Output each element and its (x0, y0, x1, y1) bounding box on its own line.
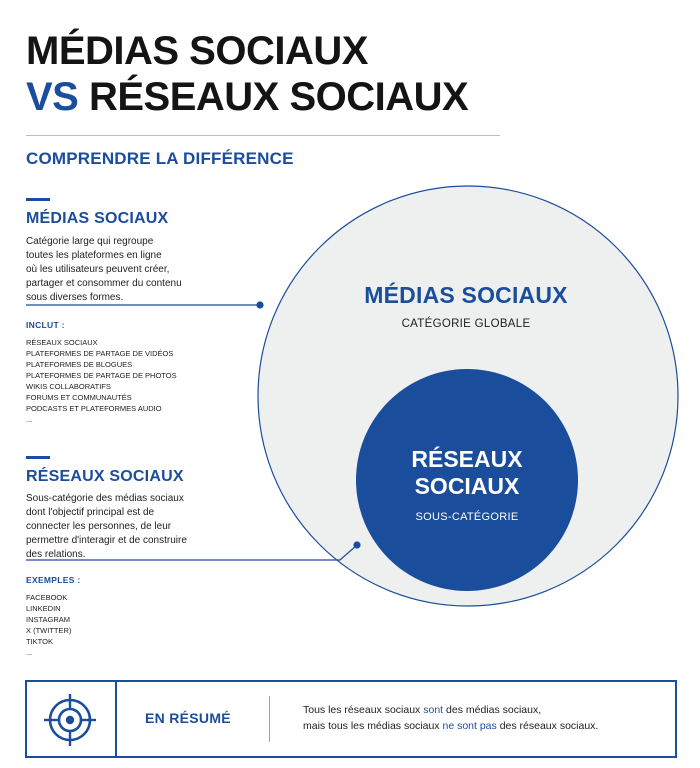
summary-text-part: des réseaux sociaux. (496, 720, 599, 732)
list-item: PLATEFORMES DE BLOGUES (26, 360, 133, 369)
media-desc-line: où les utilisateurs peuvent créer, (26, 264, 170, 275)
media-desc-line: Catégorie large qui regroupe (26, 236, 154, 247)
media-desc-line: partager et consommer du contenu (26, 278, 182, 289)
list-item: X (TWITTER) (26, 626, 72, 635)
network-desc-line: permettre d'interagir et de construire (26, 535, 187, 546)
summary-box (25, 680, 677, 758)
list-item: INSTAGRAM (26, 615, 71, 624)
inner-circle-title (360, 446, 574, 500)
list-item: ... (26, 415, 33, 424)
outer-circle-title: MÉDIAS SOCIAUX (364, 282, 568, 308)
media-heading: MÉDIAS SOCIAUX (26, 210, 169, 227)
title-line-2-rest: RÉSEAUX SOCIAUX (88, 75, 469, 119)
summary-divider (269, 696, 270, 742)
media-list-heading: INCLUT : (26, 320, 65, 330)
network-heading: RÉSEAUX SOCIAUX (26, 468, 184, 485)
network-desc-line: des relations. (26, 549, 86, 560)
media-description (26, 235, 182, 305)
outer-circle-subtitle: CATÉGORIE GLOBALE (401, 318, 531, 330)
network-list (26, 592, 71, 658)
list-item: FACEBOOK (26, 593, 68, 602)
connector-dot-network (353, 541, 360, 548)
network-desc-line: Sous-catégorie des médias sociaux (26, 493, 184, 504)
title-vs: VS (26, 75, 79, 119)
summary-text-part: Tous les réseaux sociaux (303, 704, 424, 716)
summary-icon-cell (27, 682, 117, 756)
connector-dot-media (256, 301, 263, 308)
list-item: PODCASTS ET PLATEFORMES AUDIO (26, 404, 162, 413)
network-description (26, 492, 187, 562)
media-desc-line: sous diverses formes. (26, 292, 124, 303)
network-accent-bar (26, 456, 50, 459)
inner-title-line-1: RÉSEAUX (411, 446, 523, 472)
title-line-1: MÉDIAS SOCIAUX (26, 29, 368, 73)
inner-title-line-2: SOCIAUX (414, 473, 520, 499)
summary-highlight: sont (423, 704, 444, 716)
summary-line-1 (303, 702, 598, 718)
summary-label: EN RÉSUMÉ (145, 710, 231, 726)
media-list (26, 337, 177, 425)
list-item: RÉSEAUX SOCIAUX (26, 338, 98, 347)
target-icon (44, 694, 96, 746)
list-item: PLATEFORMES DE PARTAGE DE PHOTOS (26, 371, 177, 380)
summary-line-2 (303, 718, 598, 734)
list-item: TIKTOK (26, 637, 53, 646)
summary-text-part: des médias sociaux, (443, 704, 542, 716)
summary-text (303, 702, 598, 734)
network-list-heading: EXEMPLES : (26, 575, 81, 585)
list-item: FORUMS ET COMMUNAUTÉS (26, 393, 132, 402)
summary-text-part: mais tous les médias sociaux (303, 720, 443, 732)
list-item: PLATEFORMES DE PARTAGE DE VIDÉOS (26, 349, 174, 358)
list-item: LINKEDIN (26, 604, 61, 613)
page-subtitle: COMPRENDRE LA DIFFÉRENCE (26, 149, 294, 168)
list-item: WIKIS COLLABORATIFS (26, 382, 111, 391)
media-desc-line: toutes les plateformes en ligne (26, 250, 162, 261)
inner-circle-subtitle: SOUS-CATÉGORIE (415, 511, 519, 523)
summary-highlight: ne sont pas (442, 720, 497, 732)
network-desc-line: dont l'objectif principal est de (26, 507, 155, 518)
media-accent-bar (26, 198, 50, 201)
list-item: ... (26, 648, 33, 657)
network-desc-line: connecter les personnes, de leur (26, 521, 172, 532)
